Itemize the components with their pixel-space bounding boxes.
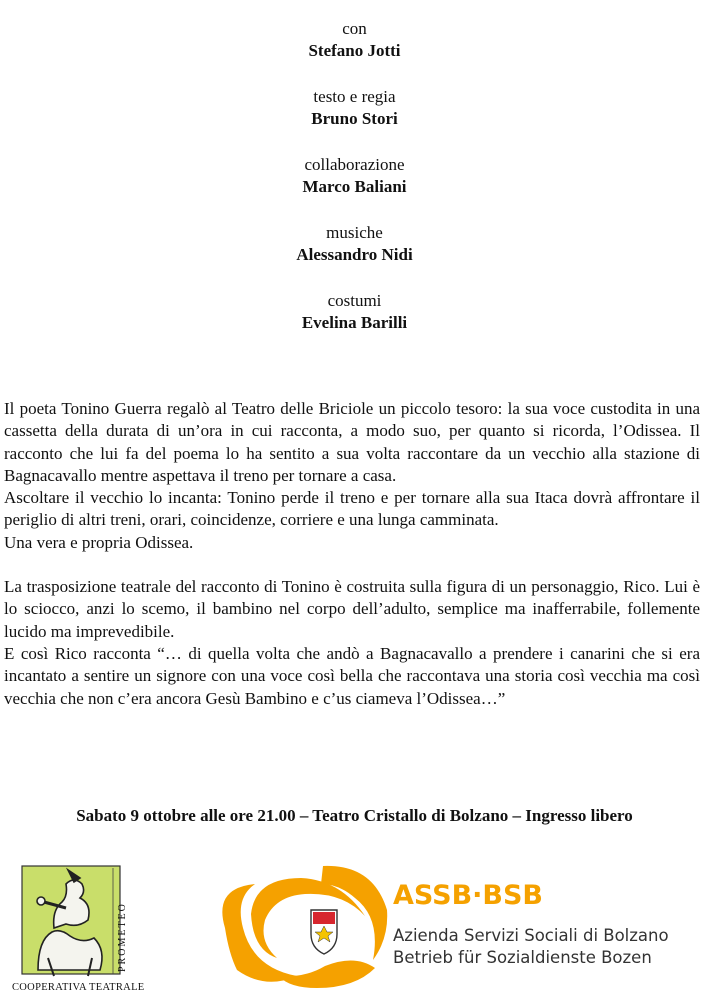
assb-title: ASSB·BSB — [393, 880, 544, 911]
paragraph: Il poeta Tonino Guerra regalò al Teatro delle Briciole un piccolo tesoro: la sua voce custodita in una cassetta della durata di un’ora in cui racconta, a modo suo, per quanto si ricorda, l’Odissea. Il racconto che lui fa del poema lo ha sentito a sua volta raccontare da un vecchio alla stazione di Bagnacavallo mentre aspettava il treno per tornare a casa. — [4, 399, 700, 485]
credit-role: testo e regia — [313, 87, 396, 106]
event-line: Sabato 9 ottobre alle ore 21.00 – Teatro Cristallo di Bolzano – Ingresso libero — [76, 806, 633, 825]
credit-entry — [0, 222, 709, 266]
credit-entry — [0, 18, 709, 62]
description-text — [4, 398, 700, 710]
paragraph-gap — [4, 554, 700, 576]
credit-person: Alessandro Nidi — [296, 245, 413, 264]
assb-name-it: Azienda Servizi Sociali di Bolzano — [393, 926, 669, 945]
paragraph: E così Rico racconta “… di quella volta che andò a Bagnacavallo a prendere i canarini che si era incantato a sentire un signore con una voce così bella che raccontava una storia così vecchia ma così vecchia che non c’era ancora Gesù Bambino e c’us ciameva l’Odissea…” — [4, 643, 700, 708]
swirl-bottom — [279, 960, 375, 988]
credit-role: collaborazione — [304, 155, 405, 174]
assb-swirl-logo — [205, 858, 395, 998]
paragraph: Ascoltare il vecchio lo incanta: Tonino perde il treno e per tornare alla sua Itaca dovrà affrontare il periglio di altri treni, orari, coincidenze, corriere e una lunga camminata. — [4, 488, 700, 530]
paragraph: La trasposizione teatrale del racconto di Tonino è costruita sulla figura di un personaggio, Rico. Lui è lo sciocco, anzi lo scemo, il bambino nel corpo dell’adulto, semplice ma inafferrabile, follemente lucido ma imprevedibile. — [4, 577, 700, 641]
shield-red-band — [313, 912, 335, 924]
prometeo-caption: COOPERATIVA TEATRALE — [12, 982, 145, 993]
paragraph: Una vera e propria Odissea. — [4, 532, 194, 552]
prometeo-name: PROMETEO — [117, 902, 128, 972]
credit-person: Stefano Jotti — [308, 41, 401, 60]
credit-person: Evelina Barilli — [301, 313, 408, 332]
credit-role: musiche — [326, 223, 383, 242]
credit-entry — [0, 290, 709, 334]
assb-name-de: Betrieb für Sozialdienste Bozen — [393, 948, 652, 967]
credit-role: con — [342, 19, 367, 38]
credit-entry — [0, 86, 709, 130]
credit-entry — [0, 154, 709, 198]
credit-person: Bruno Stori — [311, 109, 398, 128]
credit-person: Marco Baliani — [302, 177, 407, 196]
credit-role: costumi — [327, 291, 382, 310]
credits-block — [0, 18, 709, 358]
